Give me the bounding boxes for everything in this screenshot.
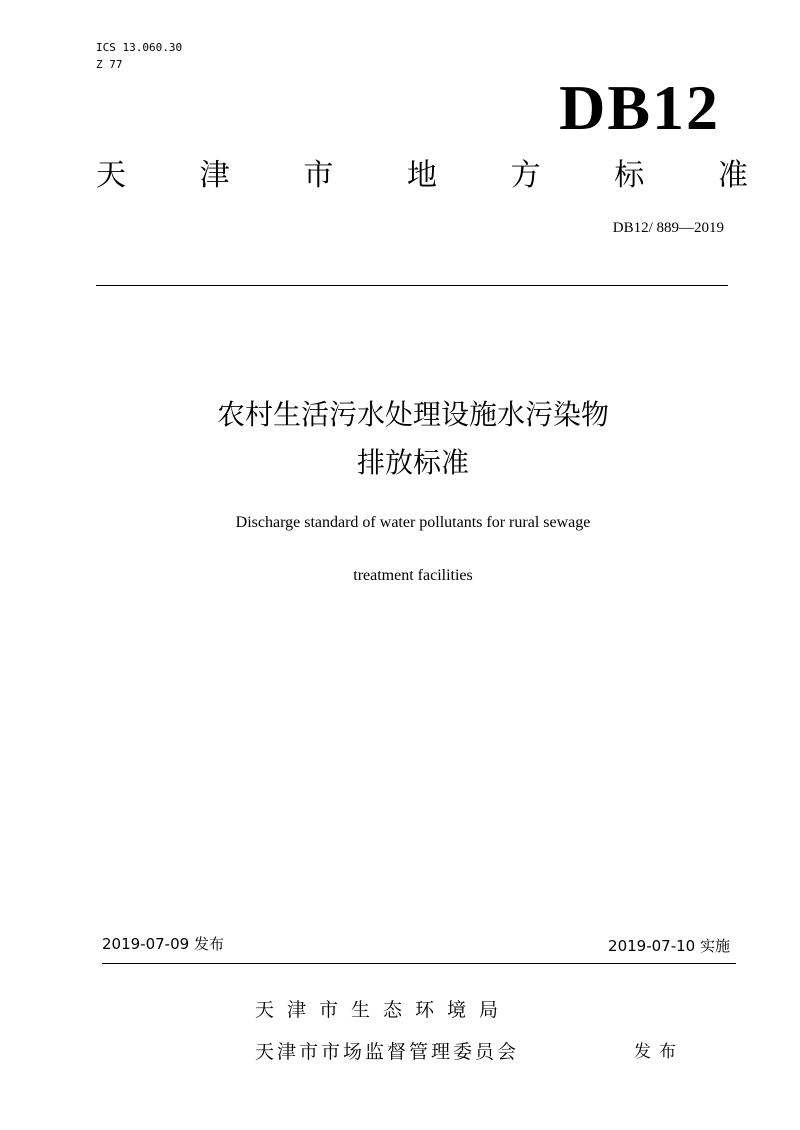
publisher-1: 天津市生态环境局 [255, 999, 512, 1021]
header-divider [96, 285, 728, 286]
standard-type-char: 天 [96, 158, 126, 193]
standard-type-char: 准 [717, 158, 748, 193]
standard-type-char: 标 [614, 158, 645, 193]
title-en-line-1: Discharge standard of water pollutants for rural sewage [235, 514, 591, 531]
title-en-line-2: treatment facilities [353, 567, 473, 584]
publisher-2: 天津市市场监督管理委员会 [255, 1041, 520, 1063]
title-zh-line-2: 排放标准 [356, 446, 469, 479]
standard-number: DB12/ 889—2019 [612, 220, 724, 236]
standard-type-char: 方 [510, 158, 541, 193]
standard-type-char: 市 [303, 158, 334, 193]
footer-divider [102, 963, 736, 964]
ics-code: ICS 13.060.30 [96, 41, 183, 54]
standard-type-heading [96, 156, 748, 196]
db12-logo: DB12 [559, 72, 720, 143]
title-zh-line-1: 农村生活污水处理设施水污染物 [216, 398, 609, 431]
issue-date: 2019-07-09 发布 [102, 935, 224, 953]
standard-type-char: 地 [406, 158, 437, 193]
implementation-date: 2019-07-10 实施 [608, 937, 730, 955]
standard-type-char: 津 [199, 158, 230, 193]
publish-label: 发布 [634, 1042, 684, 1062]
ccs-code: Z 77 [96, 58, 123, 71]
